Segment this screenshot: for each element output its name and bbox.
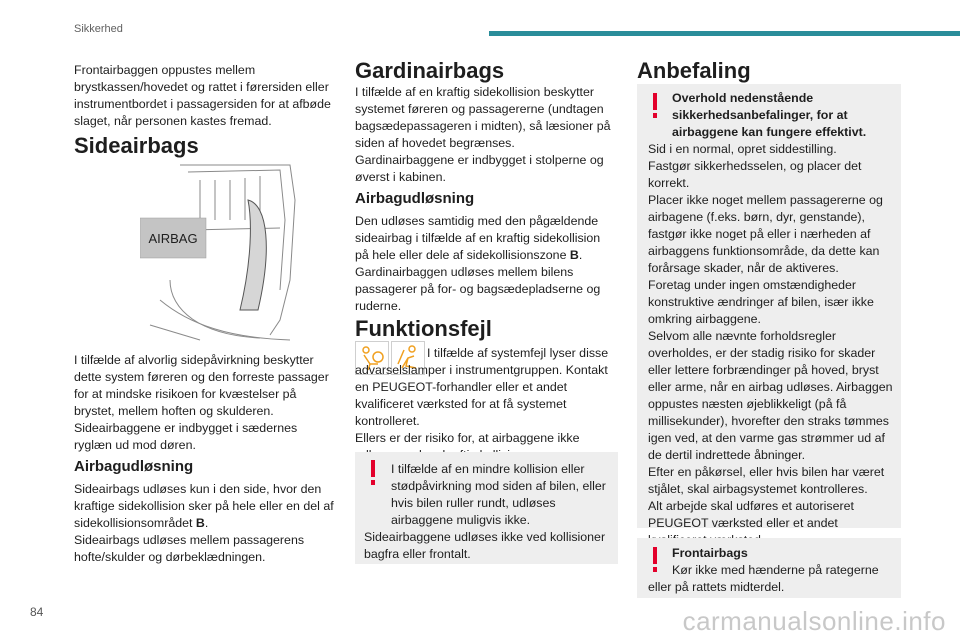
recommendation-box [637, 84, 901, 528]
page-number: 84 [30, 605, 44, 619]
frontairbag-warning-text: Kør ikke med hænderne på rategerne eller på rattets midterdel. [648, 563, 879, 594]
side-deploy-subheading: Airbagudløsning [74, 458, 194, 475]
seat-airbag-illustration [140, 160, 310, 345]
gardin-deploy-zone: B [569, 248, 579, 262]
header-accent-bar [489, 31, 960, 36]
recommendation-line: Sid i en normal, opret siddestilling. [648, 142, 837, 156]
sideairbags-body-2: Sideairbaggene er indbygget i sædernes ryglæn ud mod døren. [74, 421, 298, 452]
watermark: carmanualsonline.info [682, 606, 946, 636]
recommendation-line: Fastgør sikkerhedsselen, og placer det korrekt. [648, 159, 862, 190]
side-deploy-text-2: Sideairbags udløses mellem passagerens hofte/skulder og dørbeklædningen. [74, 533, 305, 564]
airbag-label: AIRBAG [148, 231, 198, 246]
intro-paragraph: Frontairbaggen oppustes mellem brystkassen/hovedet og rattet i førersiden eller instrumentbordet i passagersiden for at afbøde slaget, når personen kastes fremad. [74, 63, 331, 128]
fault-text: I tilfælde af systemfejl lyser disse advarselslamper i instrumentgruppen. Kontakt en PEUGEOT-forhandler eller et andet kvalificeret værksted for at få systemet kontrolleret. [355, 346, 609, 428]
side-deploy-zone: B [195, 516, 205, 530]
recommendation-line: Alt arbejde skal udføres et autoriseret PEUGEOT værksted eller et andet [648, 499, 854, 530]
recommendation-bold: Overhold nedenstående sikkerhedsanbefalinger, for at airbaggene kan fungere effektivt. [672, 91, 867, 139]
sideairbag-shape [240, 200, 266, 310]
recommendation-line: Selvom alle nævnte forholdsregler overholdes, er der stadig risiko for skader eller lettere forbrændinger på hoved, bryst eller arme, når en airbag udløses. Airbaggen oppustes næsten øjeblikkeligt (på få millisekunder), hvorefter den straks tømmes igen ved, at den varme gas strømmer ud af de dertil indrettede åbninger. [648, 329, 893, 462]
section-label: Sikkerhed [74, 23, 123, 35]
gardinairbags-heading: Gardinairbags [355, 58, 505, 83]
frontairbag-warning-title: Frontairbags [672, 546, 748, 560]
side-warning-box [355, 452, 618, 564]
gardin-body-2: Gardinairbaggene er indbygget i stolperne og øverst i kabinen. [355, 153, 604, 184]
sideairbags-heading: Sideairbags [74, 133, 199, 158]
side-warning-text-2: Sideairbaggene udløses ikke ved kollisioner bagfra eller frontalt. [364, 530, 606, 561]
funktionsfejl-heading: Funktionsfejl [355, 316, 492, 341]
recommendation-line: Foretag under ingen omstændigheder konstruktive ændringer af bilen, især ikke omkring airbaggene. [648, 278, 874, 326]
recommendation-line: Efter en påkørsel, eller hvis bilen har været stjålet, skal airbagsystemet kontrolleres. [648, 465, 885, 496]
fault-text-2: Ellers er der risiko for, at airbaggene ikke [355, 431, 580, 445]
side-warning-text: I tilfælde af en mindre kollision eller stødpåvirkning mod siden af bilen, eller hvis bilen ruller rundt, udløses airbaggene muligvis ikke. [391, 462, 606, 527]
gardin-deploy-text: Den udløses samtidig med den pågældende sideairbag i tilfælde af en kraftig sidekollision på hele eller dele af sidekollisionszone [355, 214, 601, 262]
gardin-body: I tilfælde af en kraftig sidekollision beskytter systemet føreren og passagererne (undtagen bagsædepassageren i midten), så læsioner på siden af hovedet begrænses. [355, 85, 611, 150]
gardin-deploy-subheading: Airbagudløsning [355, 190, 475, 207]
frontairbag-warning-box [637, 538, 901, 598]
seat-drawing [140, 160, 310, 345]
sideairbags-body: I tilfælde af alvorlig sidepåvirkning beskytter dette system føreren og den forreste passager for at mindske risikoen for kvæstelser på brystet, mellem hoften og skulderen. [74, 353, 329, 418]
side-deploy-text: Sideairbags udløses kun i den side, hvor den kraftige sidekollision sker på hele eller en del af sidekollisionsområdet [74, 482, 334, 530]
anbefaling-heading: Anbefaling [637, 58, 751, 83]
gardin-deploy-text-2: Gardinairbaggen udløses mellem bilens passagerer på for- og bagsædepladserne og ruderne. [355, 265, 601, 313]
recommendation-line: Placer ikke noget mellem passagererne og airbagene (f.eks. børn, dyr, genstande), fastgør ikke noget på eller i nærheden af airbaggens funktionsområde, da dette kan forårsage skader, når de aktiveres. [648, 193, 883, 275]
